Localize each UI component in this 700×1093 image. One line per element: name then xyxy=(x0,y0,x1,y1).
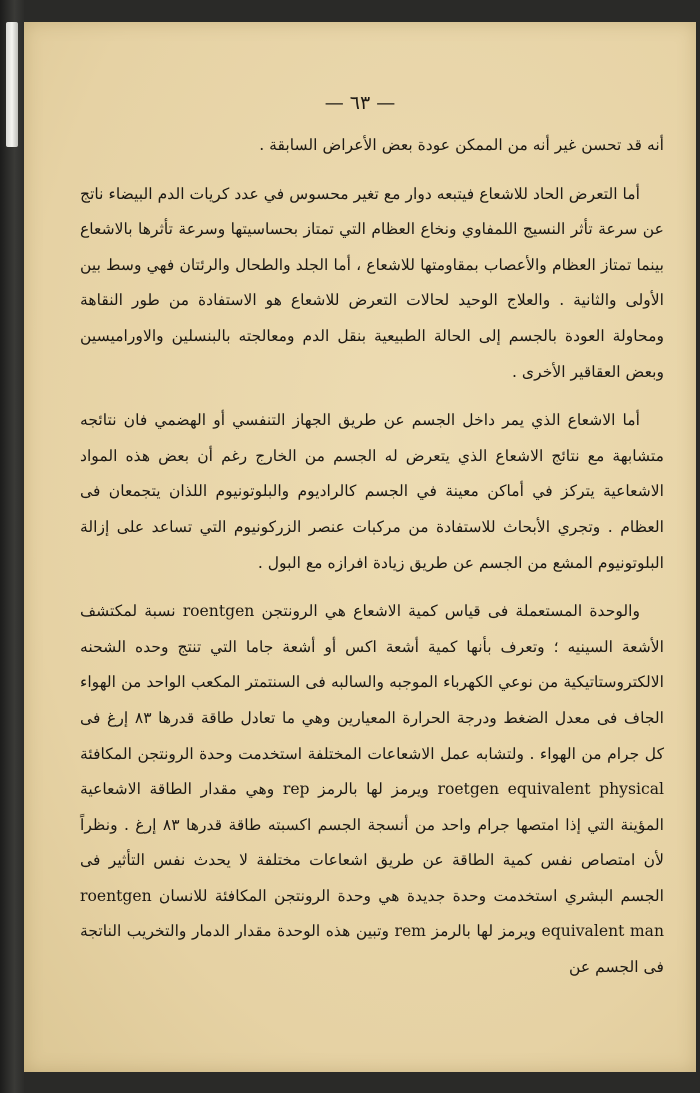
paragraph-1: أنه قد تحسن غير أنه من الممكن عودة بعض الأعراض السابقة . xyxy=(259,136,664,154)
page-number: — ٦٣ — xyxy=(324,92,396,114)
paragraph-4: والوحدة المستعملة فى قياس كمية الاشعاع هي الرونتجن roentgen نسبة لمكتشف الأشعة السينيه ؛ وتعرف بأنها كمية أشعة اكس أو أشعة جاما التي تنتج وحده الشحنه الالكتروستاتيكية من نوعي الكهرباء الموجبه والسالبه فى السنتمتر المكعب الواحد من الهواء الجاف فى معدل الضغط ودرجة الحرارة المعيارين وهي ما تعادل طاقة قدرها ٨٣ إرغ فى كل جرام من الهواء . ولتشابه عمل الاشعاعات المختلفة استخدمت وحدة الرونتجن المكافئة roetgen equivalent physical ويرمز لها بالرمز rep وهي مقدار الطاقة الاشعاعية المؤينة التي إذا امتصها جرام واحد من أنسجة الجسم اكسبته طاقة قدرها ٨٣ إرغ . ونظراً لأن امتصاص نفس كمية الطاقة عن طريق اشعاعات مختلفة لا يحدث نفس التأثير فى الجسم البشري استخدمت وحدة جديدة هي وحدة الرونتجن المكافئة للانسان roentgen equivalent man ويرمز لها بالرمز rem وتبين هذه الوحدة مقدار الدمار والتخريب الناتجة فى الجسم عن xyxy=(80,602,665,977)
body-text xyxy=(80,128,664,986)
book-page xyxy=(24,22,696,1072)
paragraph-2: أما التعرض الحاد للاشعاع فيتبعه دوار مع تغير محسوس في عدد كريات الدم البيضاء ناتج عن سرعة تأثر النسيج اللمفاوي ونخاع العظام التي تمتاز بحساسيتها وسرعة تأثرها بالاشعاع بينما تمتاز العظام والأعصاب بمقاومتها للاشعاع ، أما الجلد والطحال والرئتان فهي وسط بين الأولى والثانية . والعلاج الوحيد لحالات التعرض للاشعاع هو الاستفادة من طور النقاهة ومحاولة العودة بالجسم إلى الحالة الطبيعية بنقل الدم ومعالجته بالبنسلين والاوراميسين وبعض العقاقير الأخرى . xyxy=(80,184,664,381)
binding-edge xyxy=(6,22,18,147)
scan-left-border xyxy=(0,0,24,1093)
paragraph-3: أما الاشعاع الذي يمر داخل الجسم عن طريق الجهاز التنفسي أو الهضمي فان نتائجه متشابهة مع نتائج الاشعاع الذي يتعرض له الجسم من الخارج رغم أن بعض هذه المواد الاشعاعية يتركز في أماكن معينة في الجسم كالراديوم والبلوتونيوم اللذان يتجمعان فى العظام . وتجري الأبحاث للاستفادة من مركبات عنصر الزركونيوم التي تساعد على إزالة البلوتونيوم المشع من الجسم عن طريق زيادة افرازه مع البول . xyxy=(80,411,664,572)
